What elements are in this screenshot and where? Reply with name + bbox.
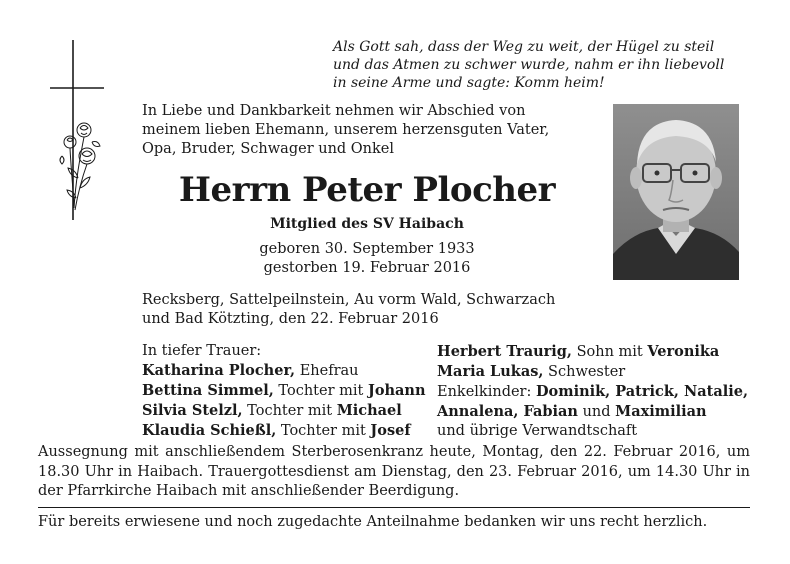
mourner-row	[142, 381, 442, 401]
intro-line: Opa, Bruder, Schwager und Onkel	[142, 141, 395, 157]
intro-line: In Liebe und Dankbarkeit nehmen wir Abschied von	[142, 103, 526, 119]
mourner-row	[437, 342, 757, 362]
mourners-list-right	[437, 342, 757, 441]
place-and-date	[142, 291, 592, 329]
mourner-relation: Ehefrau	[295, 363, 359, 379]
birth-date: geboren 30. September 1933	[259, 241, 475, 257]
grandchildren-row	[437, 382, 757, 402]
mourner-partner: Michael	[336, 402, 402, 419]
mourner-name: Silvia Stelzl,	[142, 402, 243, 419]
mourner-relation: Schwester	[543, 364, 626, 380]
mourner-relation: Tochter mit	[273, 383, 368, 399]
mourner-name: Katharina Plocher,	[142, 362, 296, 379]
funeral-service-info: Aussegnung mit anschließendem Sterberosenkranz heute, Montag, den 22. Februar 2016, um 18.30 Uhr in Haibach. Trauergottesdienst am Dienstag, den 23. Februar 2016, um 14.30 Uhr in der Pfarrkirche Haibach mit anschließender Beerdigung.	[38, 444, 750, 499]
life-dates	[142, 240, 592, 278]
mourner-name: Herbert Traurig,	[437, 343, 572, 360]
mourner-row	[437, 362, 757, 382]
grandchildren-names: Annalena, Fabian	[437, 403, 578, 420]
grandchildren-names: Maximilian	[615, 403, 707, 420]
divider	[38, 507, 750, 508]
grandchildren-names: Dominik, Patrick, Natalie,	[535, 383, 749, 400]
intro-text	[142, 102, 592, 159]
mourners-heading: In tiefer Trauer:	[142, 343, 262, 359]
mourner-relation: Tochter mit	[242, 403, 337, 419]
mourner-partner: Josef	[370, 422, 411, 439]
rose-icon	[60, 123, 100, 210]
mourner-relation: Sohn mit	[571, 344, 648, 360]
mourner-partner: Johann	[367, 382, 426, 399]
mourner-row	[142, 421, 442, 441]
mourner-row	[142, 361, 442, 381]
thanks-note: Für bereits erwiesene und noch zugedachte Anteilnahme bedanken wir uns recht herzlich.	[38, 514, 708, 530]
poem-line: Als Gott sah, dass der Weg zu weit, der Hügel zu steil	[333, 39, 715, 55]
membership-text: Mitglied des SV Haibach	[270, 216, 464, 232]
poem-line: in seine Arme und sagte: Komm heim!	[333, 75, 605, 91]
mourners-list-left	[142, 342, 442, 441]
poem-line: und das Atmen zu schwer wurde, nahm er ihn liebevoll	[333, 57, 725, 73]
place-line: und Bad Kötzting, den 22. Februar 2016	[142, 311, 439, 327]
portrait-photo	[613, 104, 739, 280]
other-relatives: und übrige Verwandtschaft	[437, 423, 638, 439]
deceased-name: Herrn Peter Plocher	[178, 170, 556, 210]
mourner-row	[142, 401, 442, 421]
death-date: gestorben 19. Februar 2016	[263, 260, 471, 276]
portrait-icon	[613, 104, 739, 280]
mourner-partner: Veronika	[647, 343, 720, 360]
place-line: Recksberg, Sattelpeilnstein, Au vorm Wald, Schwarzach	[142, 292, 556, 308]
conjunction: und	[577, 404, 616, 420]
mourner-name: Maria Lukas,	[437, 363, 544, 380]
cross-with-roses-icon	[40, 38, 120, 228]
mourner-name: Bettina Simmel,	[142, 382, 274, 399]
intro-line: meinem lieben Ehemann, unserem herzensguten Vater,	[142, 122, 550, 138]
poem-quote	[333, 38, 753, 92]
grandchildren-row	[437, 402, 757, 422]
mourner-relation: Tochter mit	[276, 423, 371, 439]
grandchildren-label: Enkelkinder:	[437, 384, 536, 400]
mourner-name: Klaudia Schießl,	[142, 422, 277, 439]
